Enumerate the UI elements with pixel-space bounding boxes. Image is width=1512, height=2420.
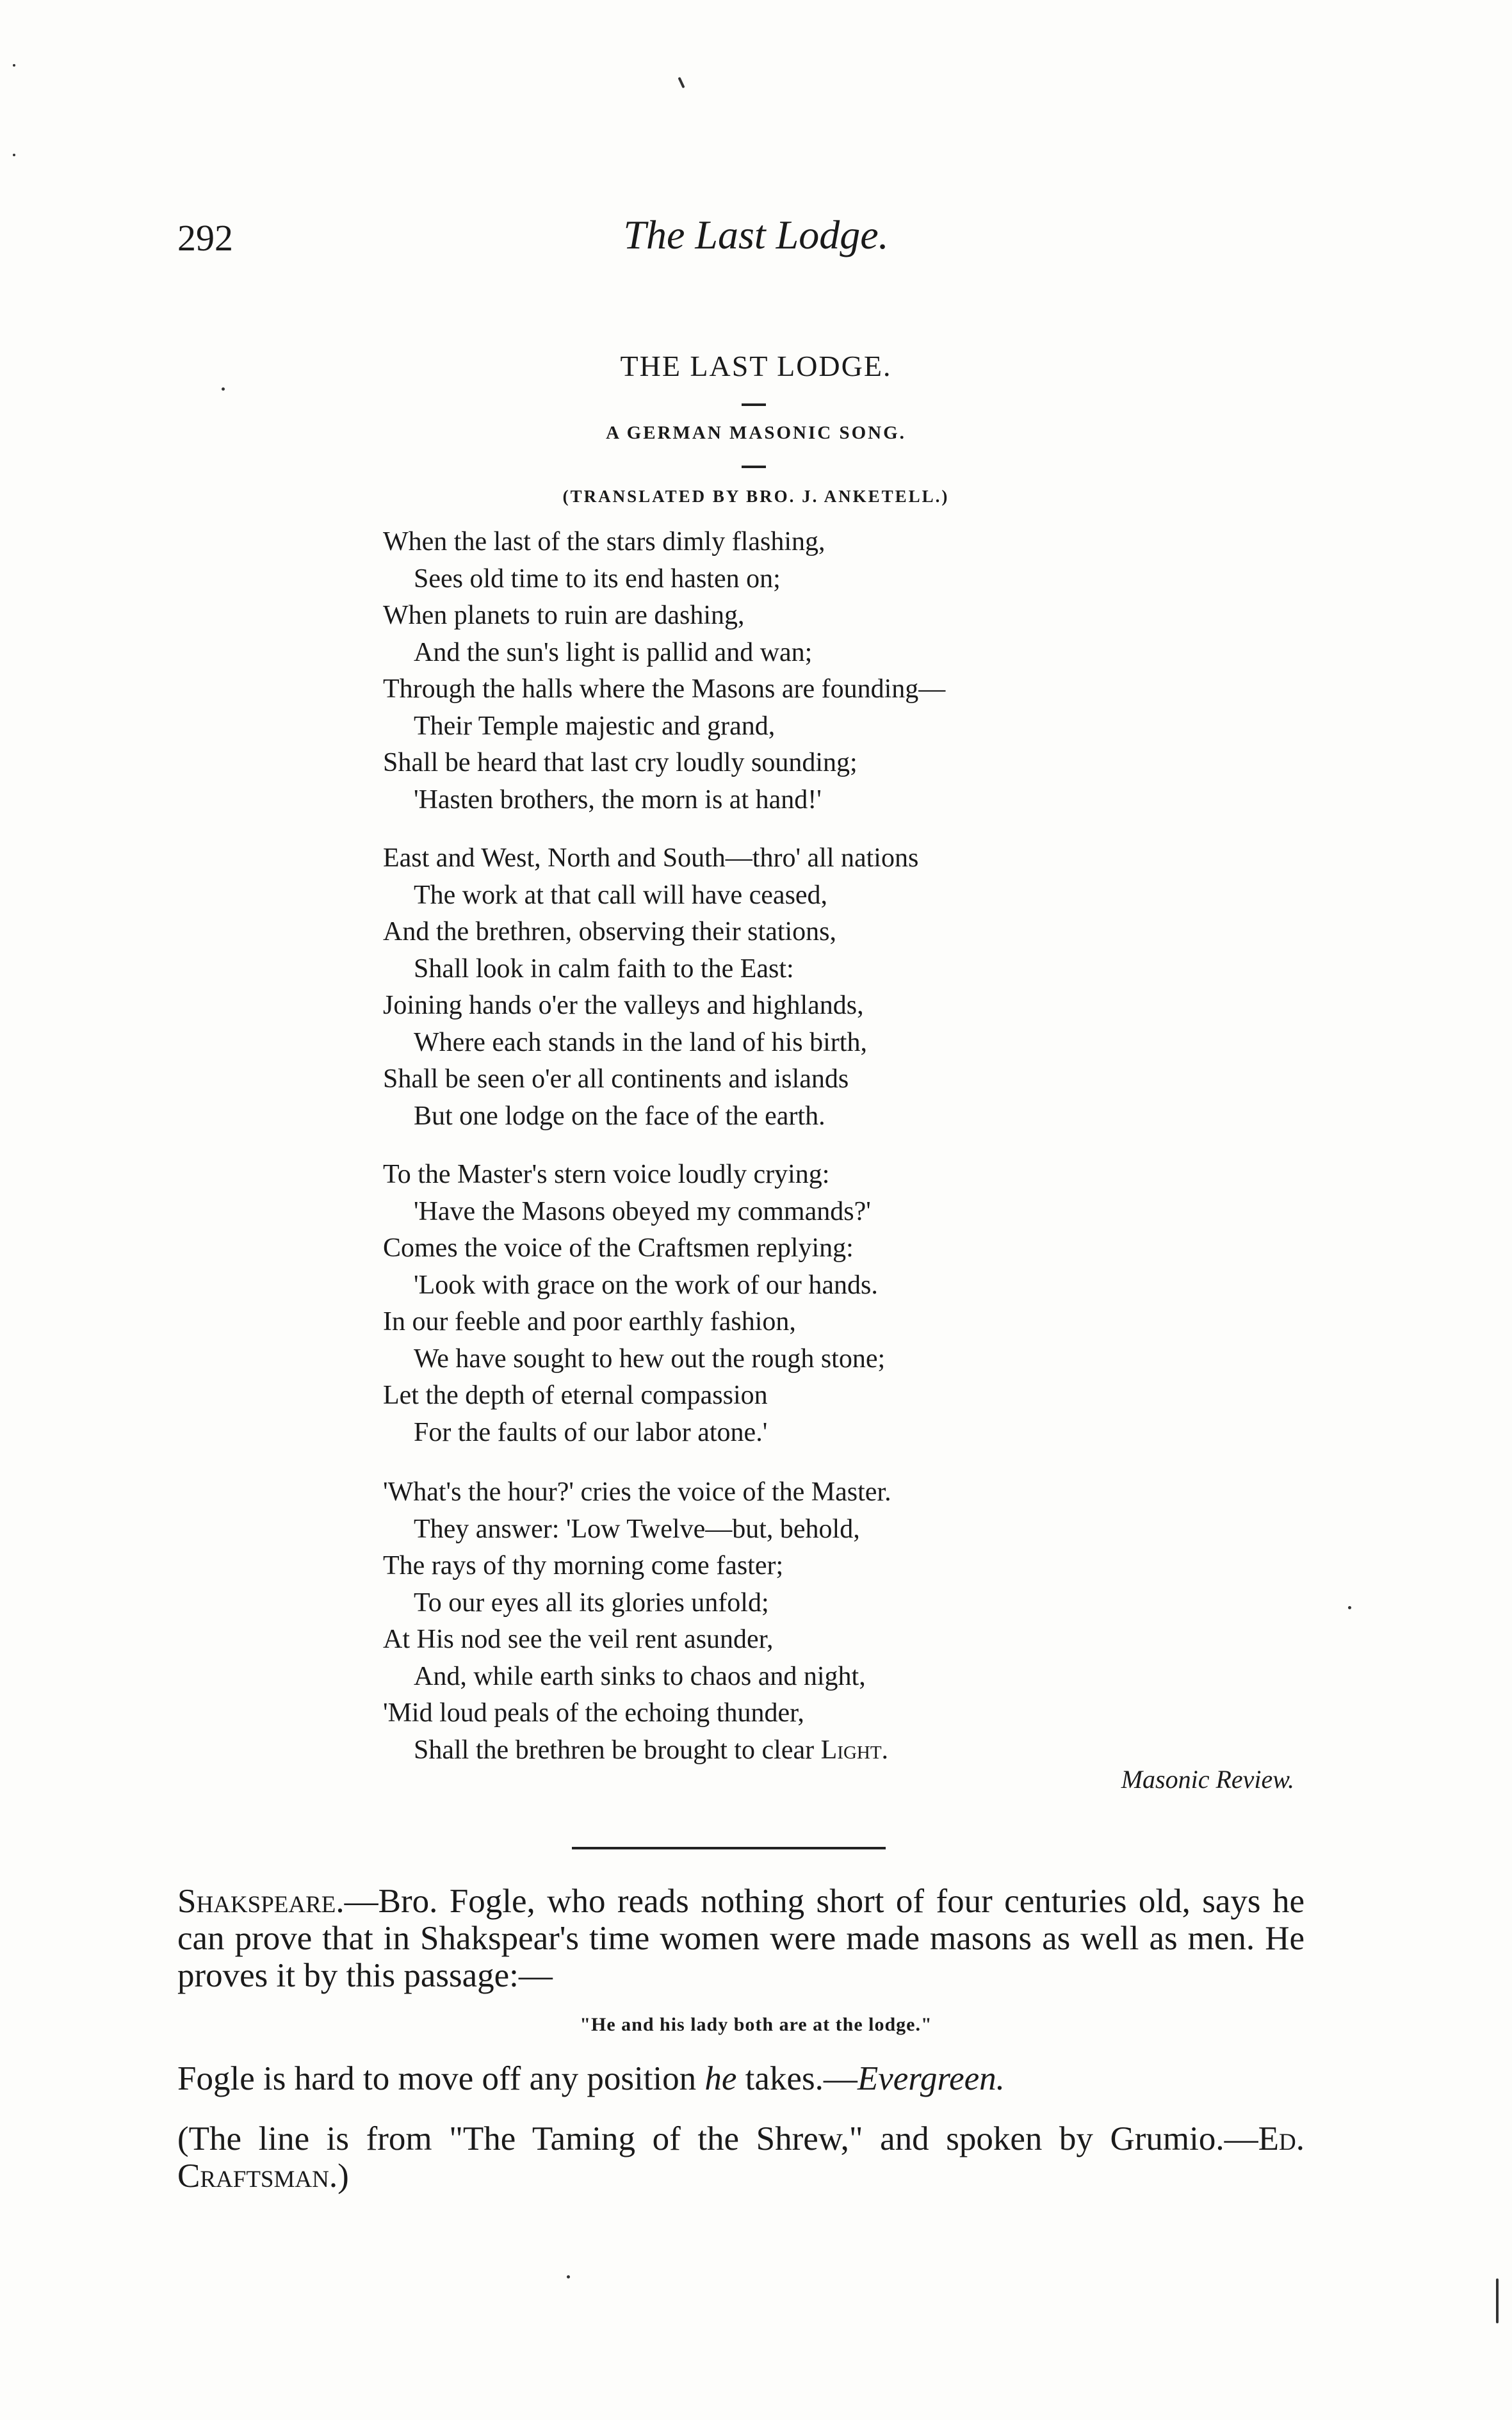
- fogle-emphasis: he: [704, 2060, 737, 2097]
- poem-line: For the faults of our labor atone.': [414, 1417, 768, 1447]
- poem-line: Sees old time to its end hasten on;: [414, 564, 781, 594]
- poem-line: Comes the voice of the Craftsmen replying:: [383, 1233, 854, 1263]
- poem-line: To the Master's stern voice loudly crying:: [383, 1160, 830, 1189]
- poem-line: [383, 1732, 1280, 1769]
- shakespeare-quote: "He and his lady both are at the lodge.": [580, 2014, 932, 2035]
- shakspeare-paragraph: [177, 1883, 1305, 1994]
- poem-line: And the brethren, observing their stations,: [383, 917, 837, 946]
- poem-line: Let the depth of eternal compassion: [383, 1381, 768, 1410]
- poem-stanza: [383, 1157, 1280, 1451]
- section-rule: [572, 1847, 886, 1849]
- fogle-source: Evergreen.: [857, 2060, 1005, 2097]
- poem-line: Shall be seen o'er all continents and islands: [383, 1064, 849, 1094]
- poem-line: They answer: 'Low Twelve—but, behold,: [414, 1514, 860, 1544]
- editor-note-close: ): [337, 2157, 349, 2195]
- poem-line: 'Mid loud peals of the echoing thunder,: [383, 1698, 804, 1728]
- shakspeare-body: —Bro. Fogle, who reads nothing short of four centuries old, says he can prove that in Shakspear's time women were made masons as well as men. He proves it by this passage:—: [177, 1883, 1305, 1994]
- poem-line: When the last of the stars dimly flashing,: [383, 527, 825, 556]
- poem-line: And the sun's light is pallid and wan;: [414, 637, 813, 667]
- poem-line: Their Temple majestic and grand,: [414, 711, 776, 741]
- poem-line: We have sought to hew out the rough stone;: [414, 1344, 886, 1374]
- scan-speck: [678, 77, 685, 88]
- poem-line: And, while earth sinks to chaos and night,: [414, 1661, 866, 1691]
- poem-last-word: Light.: [820, 1735, 889, 1765]
- poem-line: 'Hasten brothers, the morn is at hand!': [414, 784, 822, 815]
- poem-line: 'What's the hour?' cries the voice of the Master.: [383, 1477, 891, 1507]
- scan-speck: [222, 387, 225, 391]
- poem-line: East and West, North and South—thro' all nations: [383, 843, 919, 873]
- poem-line: At His nod see the veil rent asunder,: [383, 1625, 774, 1654]
- poem-stanza: [383, 840, 1280, 1135]
- scan-speck: [1496, 2278, 1499, 2323]
- poem-line: 'Look with grace on the work of our hands.: [414, 1270, 878, 1300]
- poem-line-text: Shall the brethren be brought to clear: [414, 1735, 815, 1765]
- poem-line: When planets to ruin are dashing,: [383, 601, 745, 630]
- shakspeare-lead: Shakspeare.: [177, 1883, 345, 1920]
- scan-speck: [13, 154, 15, 156]
- poem-line: Where each stands in the land of his birth,: [414, 1027, 867, 1057]
- fogle-text: Fogle is hard to move off any position: [177, 2060, 705, 2097]
- poem-stanza: [383, 1474, 1280, 1769]
- page-number: 292: [177, 217, 233, 259]
- poem-line: In our feeble and poor earthly fashion,: [383, 1307, 796, 1336]
- running-title: The Last Lodge.: [623, 212, 889, 257]
- poem-line: Through the halls where the Masons are founding—: [383, 674, 946, 704]
- poem-line: But one lodge on the face of the earth.: [414, 1101, 825, 1131]
- editor-note-text: (The line is from "The Taming of the Shrew," and spoken by Grumio.—: [177, 2120, 1258, 2157]
- poem-line: The rays of thy morning come faster;: [383, 1551, 784, 1580]
- poem-stanza: [383, 524, 1280, 818]
- poem-line: Shall look in calm faith to the East:: [414, 954, 794, 984]
- scan-speck: [567, 2275, 570, 2278]
- editor-signature: Ed. Craftsman.: [177, 2120, 1305, 2195]
- poem-line: To our eyes all its glories unfold;: [414, 1588, 769, 1618]
- poem-subtitle: A GERMAN MASONIC SONG.: [606, 423, 906, 443]
- divider-dash: [742, 466, 766, 468]
- poem-line: The work at that call will have ceased,: [414, 880, 828, 910]
- poem-translator: (TRANSLATED BY BRO. J. ANKETELL.): [562, 487, 950, 506]
- fogle-text-after: takes.—: [736, 2060, 858, 2097]
- scan-speck: [1348, 1606, 1351, 1609]
- scan-speck: [13, 64, 15, 67]
- poem-line: Joining hands o'er the valleys and highlands,: [383, 991, 864, 1020]
- poem-line: Shall be heard that last cry loudly sounding;: [383, 748, 858, 777]
- fogle-paragraph: [177, 2060, 1305, 2097]
- poem-attribution: Masonic Review.: [1121, 1765, 1294, 1794]
- divider-dash: [742, 403, 766, 406]
- poem-title: THE LAST LODGE.: [620, 350, 892, 382]
- poem-line: 'Have the Masons obeyed my commands?': [414, 1196, 871, 1226]
- editor-note: [177, 2120, 1305, 2195]
